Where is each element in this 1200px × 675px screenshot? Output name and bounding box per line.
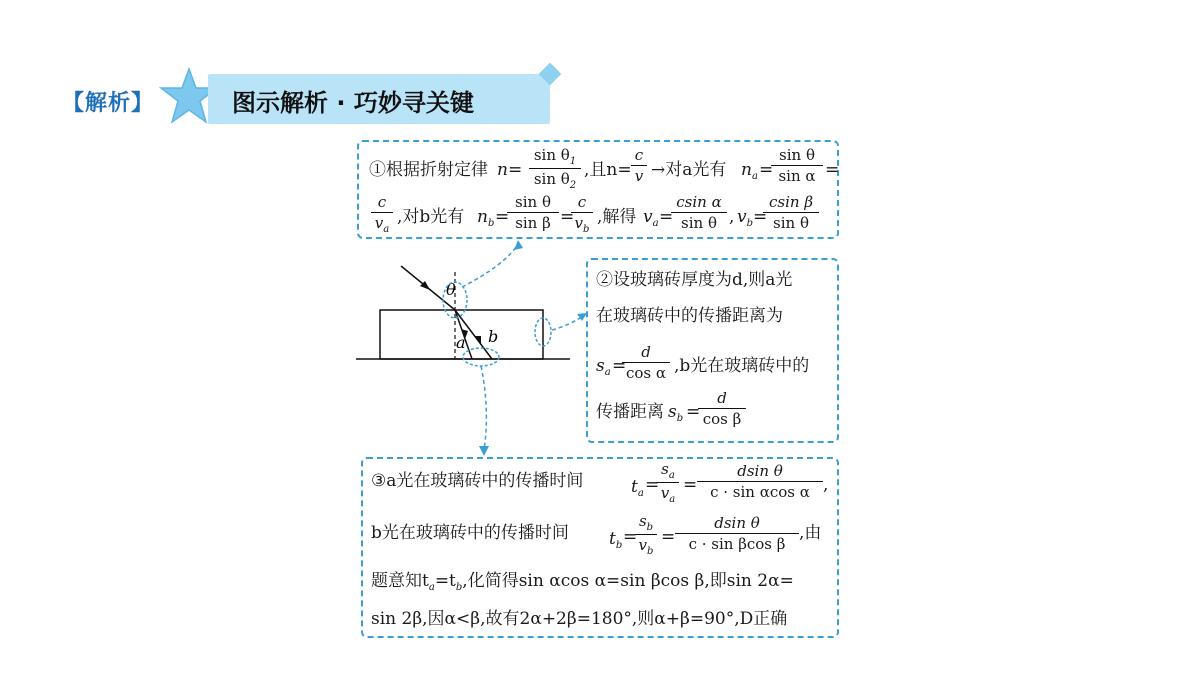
box3-line1-end: ,	[823, 475, 829, 495]
box2-line1: ②设玻璃砖厚度为d,则a光	[596, 270, 793, 290]
box1-nb: $n_b$	[477, 207, 495, 229]
frac-va-value: csin α sin θ	[671, 192, 727, 233]
label-b: b	[488, 327, 499, 346]
box1-and-n: ,且n=	[584, 160, 632, 180]
frac-c-over-vb: c $v_b$	[571, 192, 593, 236]
frac-sa: d cos α	[622, 342, 670, 383]
box1-eq2: =	[495, 207, 510, 227]
box3-tb: $t_b$	[609, 529, 623, 551]
frac-c-over-v: c v	[631, 145, 647, 186]
box2-sa: $s_a$	[596, 356, 611, 378]
frac-c-over-va: c $v_a$	[371, 192, 393, 236]
box1-eq5: =	[753, 207, 768, 227]
connector-box2-arrow-icon	[577, 313, 587, 321]
frac-ta-value: dsin θ c · sin αcos α	[697, 461, 823, 502]
box1-n-eq: n=	[497, 160, 523, 180]
theta-label: θ	[446, 280, 456, 299]
box1-va: $v_a$	[643, 207, 659, 229]
connector-to-box1	[462, 244, 518, 287]
box1-jiede: ,解得	[597, 207, 637, 227]
frac-sin-theta1-theta2: $\sin \theta_1$ $\sin \theta_2$	[529, 145, 581, 192]
box3-line1-prefix: ③a光在玻璃砖中的传播时间	[371, 471, 584, 491]
box1-vb: $v_b$	[737, 207, 754, 229]
frac-sa-over-va: $s_a$ $v_a$	[657, 459, 679, 506]
box1-arrow-a: →对a光有	[651, 160, 727, 180]
box3-eq3: =	[623, 527, 638, 547]
box1-line1-prefix: ①根据折射定律	[369, 160, 488, 180]
highlight-ellipse-bottom	[463, 348, 499, 366]
frac-vb-value: csin β sin θ	[763, 192, 819, 233]
box3-line2-prefix: b光在玻璃砖中的传播时间	[371, 523, 569, 543]
box3-eq1: =	[645, 475, 660, 495]
connector-box3-arrow-icon	[479, 446, 489, 456]
connector-to-box3	[481, 366, 486, 450]
frac-sb: d cos β	[698, 388, 746, 429]
box3-eq4: =	[661, 527, 676, 547]
box3-line2-end: ,由	[799, 523, 822, 543]
label-a: a	[456, 333, 466, 352]
box1-eq3: =	[560, 207, 575, 227]
frac-tb-value: dsin θ c · sin βcos β	[675, 513, 799, 554]
box3-ta: $t_a$	[631, 477, 644, 499]
connector-to-box2	[552, 316, 583, 330]
box1-na: $n_a$	[741, 160, 758, 182]
frac-sin-theta-alpha: sin θ sin α	[771, 145, 823, 186]
box2-eq2: =	[686, 402, 701, 422]
box2-line4-prefix: 传播距离	[596, 402, 664, 422]
box1-eq: =	[759, 160, 774, 180]
box1-eq-end: =	[825, 160, 840, 180]
box2-eq1: =	[612, 356, 627, 376]
banner-title: 图示解析 · 巧妙寻关键	[232, 89, 474, 117]
connector-box1-arrow-icon	[514, 240, 523, 250]
analysis-tag: 【解析】	[62, 91, 155, 116]
frac-sb-over-vb: $s_b$ $v_b$	[635, 511, 657, 558]
box2-sb: $s_b$	[668, 402, 684, 424]
box2-line3-rest: ,b光在玻璃砖中的	[674, 356, 810, 376]
box1-dui-b: ,对b光有	[397, 207, 465, 227]
frac-sin-theta-beta: sin θ sin β	[507, 192, 559, 233]
box3-line4: sin 2β,因α<β,故有2α+2β=180°,则α+β=90°,D正确	[371, 609, 788, 629]
box2-line2: 在玻璃砖中的传播距离为	[596, 306, 783, 326]
box3-eq2: =	[683, 475, 698, 495]
box1-eq4: =	[659, 207, 674, 227]
box1-comma: ,	[729, 207, 735, 227]
box3-line3: 题意知$t_a=t_b$,化简得sin αcos α=sin βcos β,即sin 2α=	[371, 571, 794, 593]
